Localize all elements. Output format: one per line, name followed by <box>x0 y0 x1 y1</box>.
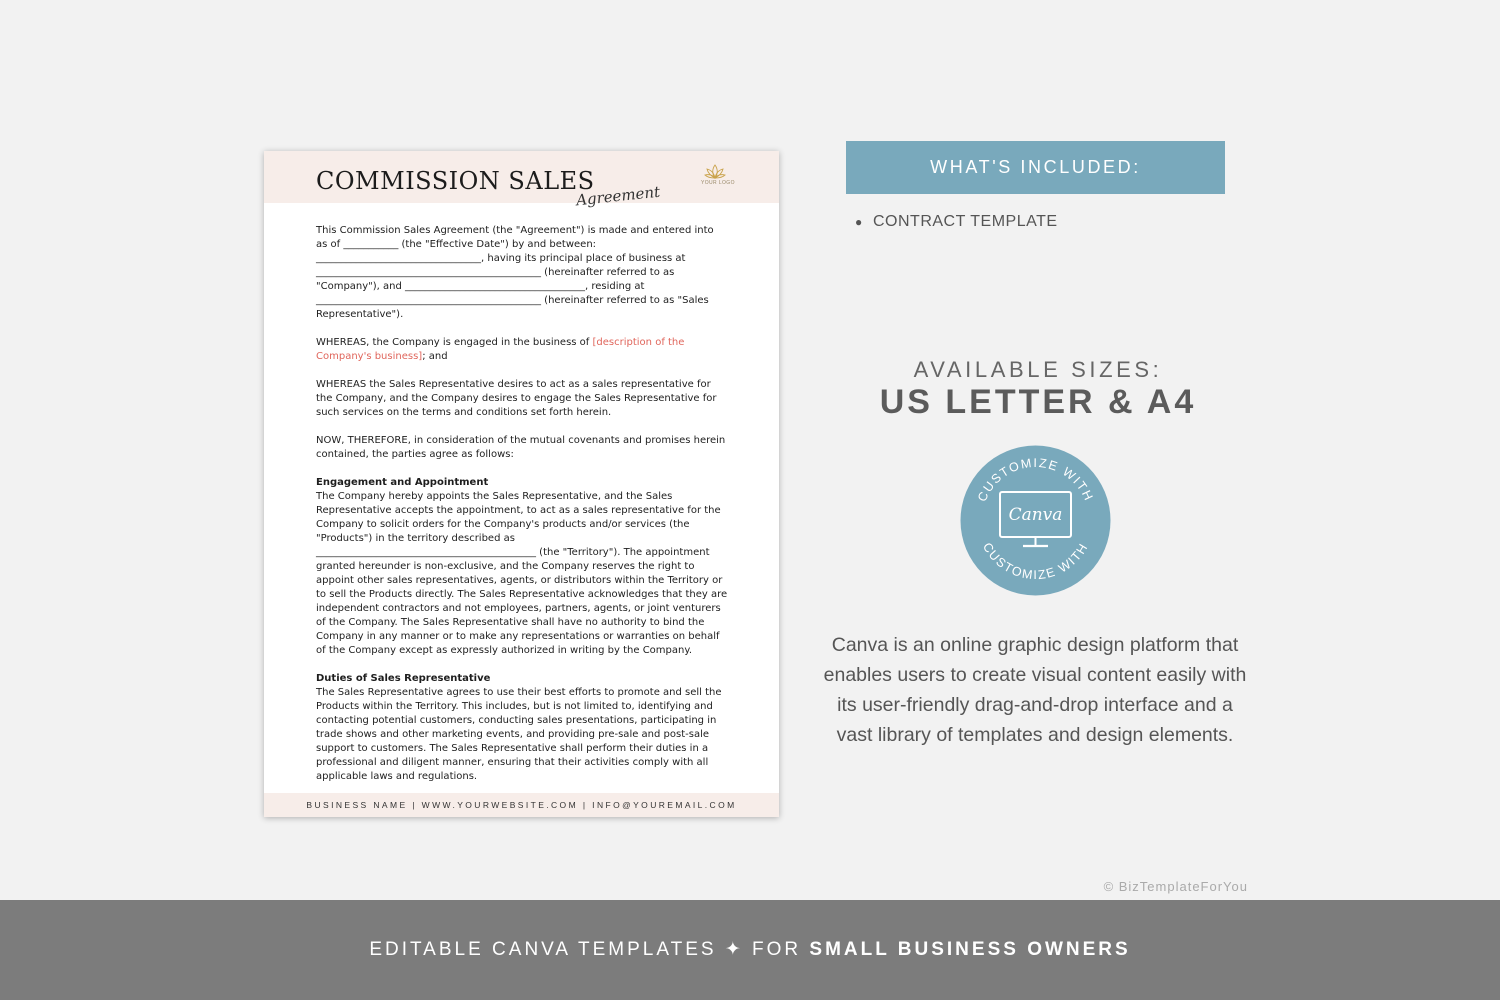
canva-description: Canva is an online graphic design platform that enables users to create visual content easily with its user-friendly drag-and-drop interface and a vast library of templates and design elements. <box>823 634 1247 746</box>
available-sizes-value: US LETTER & A4 <box>879 383 1197 421</box>
logo <box>701 164 735 186</box>
logo-text: YOUR LOGO <box>701 180 735 186</box>
section-heading: Duties of Sales Representative <box>316 673 491 684</box>
section-body: The Company hereby appoints the Sales Representative, and the Sales Representative accepts the appointment, to act as a sales representative for the Company to solicit orders for the Company's products and/or services (the "Products") in the territory described as ____________________________________________ (the "Territory"). The appointment granted hereunder is non-exclusive, and the Company reserves the right to appoint other sales representatives, agents, or distributors within the Territory or to sell the Products directly. The Sales Representative acknowledges that they are independent contractors and not employees, partners, agents, or joint venturers of the Company. The Sales Representative shall have no authority to bind the Company in any manner or to make any representations or warranties on behalf of the Company except as expressly authorized in writing by the Company. <box>316 491 728 656</box>
badge-brand-text: Canva <box>1008 505 1063 525</box>
bottom-banner <box>0 900 1500 1000</box>
business-description-placeholder: [description of the Company's business] <box>316 337 685 362</box>
document-header <box>264 151 779 210</box>
whereas-business-paragraph <box>316 336 728 364</box>
section-body: The Sales Representative agrees to use their best efforts to promote and sell the Products within the Territory. This includes, but is not limited to, identifying and contacting potential customers, conducting sales presentations, participating in trade shows and other marketing events, and providing pre-sale and post-sale support to customers. The Sales Representative shall perform their duties in a professional and diligent manner, ensuring that their activities comply with all applicable laws and regulations. <box>316 687 722 782</box>
list-item <box>855 210 1058 234</box>
now-therefore-paragraph: NOW, THEREFORE, in consideration of the mutual covenants and promises herein contained, the parties agree as follows: <box>316 435 726 460</box>
section-heading: Engagement and Appointment <box>316 477 489 488</box>
document-footer: BUSINESS NAME | WWW.YOURWEBSITE.COM | INFO@YOUREMAIL.COM <box>264 793 779 817</box>
copyright-text: © BizTemplateForYou <box>1103 879 1248 894</box>
bottom-banner-bold-text: SMALL BUSINESS OWNERS <box>809 939 1131 960</box>
bullet-icon: ● <box>855 215 863 229</box>
badge-ring-text-bottom: CUSTOMIZE WITH <box>979 540 1092 583</box>
bottom-banner-text: EDITABLE CANVA TEMPLATES ✦ FOR <box>369 939 810 960</box>
document-body <box>316 224 728 798</box>
available-sizes-label: AVAILABLE SIZES: <box>913 357 1163 382</box>
included-list <box>855 210 1058 234</box>
whereas-text: WHEREAS, the Company is engaged in the business of <box>316 337 593 348</box>
whats-included-banner: WHAT'S INCLUDED: <box>846 141 1225 194</box>
whereas-representative-paragraph: WHEREAS the Sales Representative desires to act as a sales representative for the Company, and the Company desires to engage the Sales Representative for such services on the terms and conditions set forth herein. <box>316 379 717 418</box>
document-title: COMMISSION SALES <box>316 167 595 195</box>
whereas-end: ; and <box>422 351 448 362</box>
badge-ring-text-top: CUSTOMIZE WITH <box>974 455 1097 504</box>
document-subtitle-script: Agreement <box>575 182 661 210</box>
customize-with-canva-badge <box>960 445 1111 596</box>
list-item-label: CONTRACT TEMPLATE <box>873 213 1058 230</box>
section-engagement <box>316 476 728 658</box>
lotus-icon <box>704 164 726 180</box>
intro-paragraph: This Commission Sales Agreement (the "Agreement") is made and entered into as of ___________ (the "Effective Date") by and between: _________________________________, having its principal place of business at _____________________________________________ (hereinafter referred to as "Company"), and ____________________________________, residing at _____________________________________________ (hereinafter referred to as "Sales Representative"). <box>316 225 714 320</box>
section-duties <box>316 672 728 784</box>
document-preview <box>264 151 779 817</box>
